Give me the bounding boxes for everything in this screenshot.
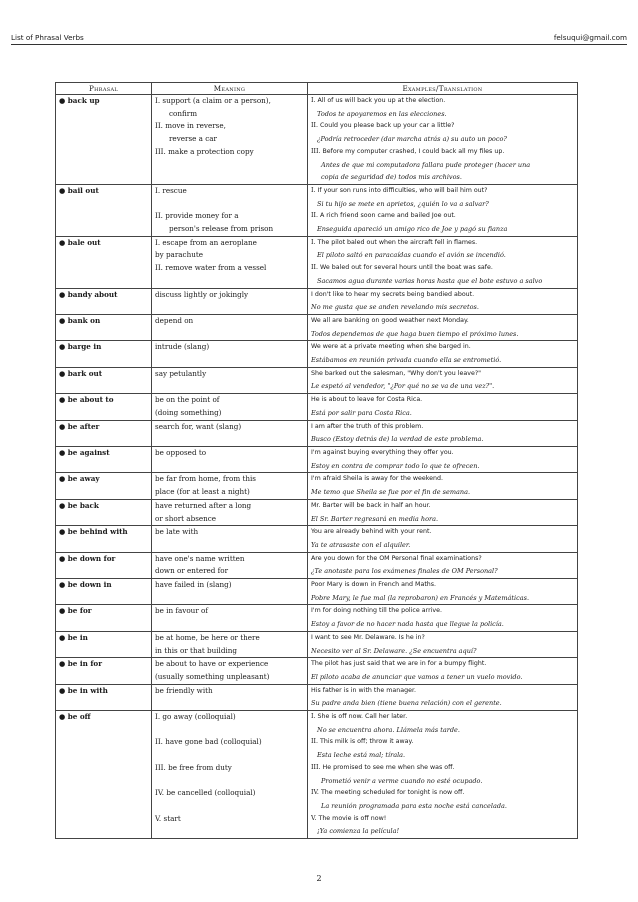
example-text: Poor Mary is down in French and Maths. [311,581,437,589]
meaning-text: rescue [162,185,187,195]
meaning-text: start [163,813,181,823]
meaning-numeral: II. [155,737,163,747]
translation-line: ¿Te anotaste para los exámenes finales de OM Personal? [311,567,498,576]
meaning-line [155,447,304,460]
translation-line: Le espetó al vendedor, "¿Por qué no se va de una vez?". [311,382,495,391]
translation-line: El piloto saltó en paracaídas cuando el avión se incendió. [317,251,506,260]
meaning-text: intrude (slang) [155,342,210,352]
example-line [311,185,574,198]
phrasal-cell [56,526,152,552]
example-numeral: I. [311,186,316,194]
translation-line: El Sr. Barter regresará en media hora. [311,514,439,523]
meaning-line [155,146,304,159]
meaning-line [155,95,304,108]
table-row [56,95,578,185]
meaning-numeral: I. [155,237,161,247]
example-text: A rich friend soon came and bailed Joe out. [320,212,456,220]
header-rule [11,44,627,45]
header-title: List of Phrasal Verbs [11,33,84,42]
example-line [311,447,574,460]
meaning-line [155,762,304,775]
example-text: I want to see Mr. Delaware. Is he in? [311,633,425,641]
phrasal-verb: ● be in with [59,685,108,695]
example-line [311,473,574,486]
translation-line: No se encuentra ahora. Llámela más tarde. [317,725,460,734]
meaning-text: provide money for a [165,211,239,221]
meaning-cell [152,367,308,393]
meaning-line [155,473,304,486]
meaning-numeral: I. [155,96,161,105]
phrasal-cell [56,236,152,288]
example-text: She is off now. Call her later. [317,713,408,721]
translation-line: Está por salir para Costa Rica. [311,408,412,417]
spacer [155,775,304,788]
example-line [311,120,574,133]
meaning-line [155,565,304,578]
meaning-numeral: I. [155,712,161,722]
example-line [311,526,574,539]
example-line [311,262,574,275]
example-numeral: I. [311,713,316,721]
table-row [56,579,578,605]
example-line [311,762,574,775]
table-row [56,499,578,525]
meaning-text: say petulantly [155,368,207,378]
phrasal-cell [56,314,152,340]
meaning-text: move in reverse, [165,121,226,131]
phrasal-cell [56,95,152,185]
meaning-line [155,787,304,800]
example-numeral: I. [311,97,316,104]
example-line [311,237,574,250]
translation-line: Pobre Mary, le fue mal (la reprobaron) en Francés y Matemáticas. [311,593,530,602]
page-number: 2 [316,874,322,883]
meaning-text: have one's name written [155,553,245,563]
example-line [311,579,574,592]
meaning-line [155,658,304,671]
table-row [56,605,578,631]
meaning-line [155,579,304,592]
examples-cell [308,631,578,657]
meaning-cell [152,314,308,340]
translation-line: Me temo que Sheila se fue por el fin de semana. [311,488,471,497]
meaning-cell [152,394,308,420]
meaning-line [155,262,304,275]
meaning-cell [152,499,308,525]
example-numeral: II. [311,212,318,220]
meaning-text: in this or that building [155,645,237,655]
meaning-line [155,185,304,198]
translation-line: La reunión programada para esta noche está cancelada. [321,801,507,810]
example-text: The pilot has just said that we are in for a bumpy flight. [311,660,487,668]
phrasal-cell [56,684,152,710]
example-text: He is about to leave for Costa Rica. [311,396,423,404]
phrasal-verb: ● back up [59,96,100,105]
table-row [56,367,578,393]
meaning-line [155,108,304,121]
translation-line: Todos te apoyaremos en las elecciones. [317,109,447,118]
column-header-meaning: Meaning [152,83,308,95]
meaning-numeral: I. [155,185,161,195]
meaning-cell [152,711,308,839]
meaning-numeral: IV. [155,788,165,798]
header-email: felsuqui@gmail.com [553,33,627,42]
table-row [56,526,578,552]
meaning-line [155,671,304,684]
meaning-text: place (for at least a night) [155,487,250,497]
table-row [56,658,578,684]
phrasal-verb: ● be off [59,712,91,722]
meaning-line [155,513,304,526]
meaning-text: support (a claim or a person), [162,96,271,105]
meaning-text: be in favour of [155,606,209,616]
meaning-text: person's release from prison [169,224,274,234]
meaning-text: be opposed to [155,447,207,457]
example-line [311,289,574,302]
example-line [311,632,574,645]
meaning-line [155,394,304,407]
meaning-text: be about to have or experience [155,659,269,669]
meaning-text: be late with [155,527,199,537]
example-numeral: I. [311,238,316,246]
examples-cell [308,552,578,578]
meaning-text: by parachute [155,250,203,260]
phrasal-cell [56,605,152,631]
translation-line: Su padre anda bien (tiene buena relación) con el gerente. [311,699,502,708]
translation-line: copia de seguridad de) todos mis archivos. [321,173,462,182]
example-line [311,315,574,328]
spacer [155,724,304,737]
example-text: I'm afraid Sheila is away for the weekend. [311,475,444,483]
example-text: I'm against buying everything they offer you. [311,448,454,456]
phrasal-verb: ● barge in [59,342,102,352]
column-header-examples: Examples/Translation [308,83,578,95]
example-line [311,500,574,513]
meaning-cell [152,341,308,367]
table-row [56,341,578,367]
phrasal-cell [56,631,152,657]
meaning-text: go away (colloquial) [162,712,236,722]
phrasal-verb: ● bandy about [59,289,118,299]
example-numeral: IV. [311,789,319,797]
example-text: I don't like to hear my secrets being bandied about. [311,290,475,298]
meaning-line [155,223,304,236]
meaning-cell [152,552,308,578]
meaning-text: (doing something) [155,407,222,417]
meaning-text: escape from an aeroplane [162,237,257,247]
example-numeral: V. [311,814,317,822]
meaning-text: or short absence [155,513,217,523]
meaning-text: be at home, be here or there [155,632,260,642]
spacer [155,800,304,813]
meaning-numeral: II. [155,263,163,273]
examples-cell [308,684,578,710]
example-line [311,685,574,698]
spacer [155,749,304,762]
meaning-numeral: III. [155,762,166,772]
example-numeral: III. [311,147,321,155]
phrasal-cell [56,711,152,839]
example-numeral: II. [311,122,318,130]
examples-cell [308,711,578,839]
table-row [56,552,578,578]
meaning-text: down or entered for [155,566,229,576]
meaning-line [155,341,304,354]
example-text: This milk is off; throw it away. [320,738,414,746]
meaning-text: have returned after a long [155,500,252,510]
example-line [311,210,574,223]
examples-cell [308,288,578,314]
example-text: Could you please back up your car a little? [320,122,455,130]
meaning-numeral: V. [155,813,162,823]
translation-line: Necesito ver al Sr. Delaware. ¿Se encuentra aquí? [311,646,477,655]
examples-cell [308,526,578,552]
meaning-line [155,315,304,328]
table-row [56,446,578,472]
examples-cell [308,420,578,446]
meaning-line [155,711,304,724]
translation-line: Estoy a favor de no hacer nada hasta que llegue la policía. [311,620,504,629]
examples-cell [308,367,578,393]
meaning-text: confirm [169,108,198,118]
meaning-line [155,407,304,420]
meaning-line [155,421,304,434]
phrasal-cell [56,420,152,446]
phrasal-cell [56,367,152,393]
meaning-numeral: III. [155,146,166,156]
meaning-cell [152,446,308,472]
phrasal-cell [56,499,152,525]
example-text: He promised to see me when she was off. [322,763,455,771]
meaning-text: be on the point of [155,395,220,405]
example-numeral: II. [311,738,318,746]
translation-line: No me gusta que se anden revelando mis secretos. [311,303,479,312]
example-text: The meeting scheduled for tonight is now off. [320,789,465,797]
phrasal-cell [56,473,152,499]
meaning-line [155,813,304,826]
table-row [56,684,578,710]
table-header-row [56,83,578,95]
table-row [56,711,578,839]
meaning-line [155,526,304,539]
meaning-cell [152,95,308,185]
meaning-cell [152,631,308,657]
phrasal-verb: ● be against [59,447,110,457]
example-text: Before my computer crashed, I could back all my files up. [322,147,505,155]
meaning-line [155,289,304,302]
example-text: If your son runs into difficulties, who will bail him out? [317,186,488,194]
phrasal-cell [56,446,152,472]
examples-cell [308,499,578,525]
phrasal-verb: ● be down in [59,580,112,590]
meaning-line [155,368,304,381]
examples-cell [308,579,578,605]
translation-line: ¡Ya comienza la película! [317,827,400,836]
table-row [56,184,578,236]
phrasal-verb: ● be behind with [59,527,128,537]
example-text: His father is in with the manager. [311,686,416,694]
example-text: I'm for doing nothing till the police arrive. [311,607,443,615]
meaning-text: (usually something unpleasant) [155,671,270,681]
example-text: We all are banking on good weather next Monday. [311,316,469,324]
example-line [311,736,574,749]
meaning-line [155,486,304,499]
meaning-line [155,645,304,658]
example-text: Are you down for the OM Personal final examinations? [311,554,482,562]
phrasal-cell [56,658,152,684]
meaning-cell [152,420,308,446]
meaning-text: discuss lightly or jokingly [155,289,249,299]
phrasal-cell [56,552,152,578]
example-line [311,95,574,108]
meaning-numeral: II. [155,211,163,221]
translation-line: Todos dependemos de que haga buen tiempo el próximo lunes. [311,329,519,338]
translation-line: Busco (Estoy detrás de) la verdad de este problema. [311,435,484,444]
phrasal-verb: ● bail out [59,185,99,195]
meaning-line [155,685,304,698]
meaning-text: depend on [155,315,194,325]
meaning-line [155,500,304,513]
meaning-cell [152,579,308,605]
meaning-text: have failed in (slang) [155,580,232,590]
phrasal-verb: ● bale out [59,237,101,247]
meaning-cell [152,288,308,314]
examples-cell [308,394,578,420]
meaning-text: remove water from a vessel [165,263,267,273]
phrasal-cell [56,184,152,236]
translation-line: Enseguida apareció un amigo rico de Joe y pagó su fianza [317,225,508,234]
meaning-line [155,605,304,618]
phrasal-verb: ● be for [59,606,92,616]
example-text: I am after the truth of this problem. [311,422,424,430]
example-line [311,787,574,800]
meaning-line [155,632,304,645]
meaning-text: have gone bad (colloquial) [165,737,262,747]
phrasal-verb: ● bark out [59,368,103,378]
example-text: The movie is off now! [318,814,387,822]
meaning-line [155,553,304,566]
meaning-line [155,133,304,146]
example-line [311,605,574,618]
meaning-line [155,736,304,749]
phrasal-verb: ● be in [59,632,88,642]
meaning-text: be friendly with [155,685,213,695]
phrasal-cell [56,341,152,367]
examples-cell [308,95,578,185]
meaning-text: be free from duty [168,762,232,772]
example-line [311,553,574,566]
meaning-text: make a protection copy [168,146,254,156]
meaning-cell [152,184,308,236]
translation-line: ¿Podría retroceder (dar marcha atrás a) su auto un poco? [317,135,507,144]
spacer [155,198,304,211]
example-text: You are already behind with your rent. [311,528,432,536]
meaning-text: be cancelled (colloquial) [166,788,256,798]
translation-line: Ya te atrasaste con el alquiler. [311,540,411,549]
phrasal-verb: ● be back [59,500,99,510]
phrasal-verb: ● be about to [59,395,114,405]
translation-line: Estábamos en reunión privada cuando ella se entrometió. [311,356,502,365]
example-line [311,368,574,381]
example-line [311,394,574,407]
phrasal-verbs-table [55,82,578,839]
translation-line: El piloto acaba de anunciar que vamos a tener un vuelo movido. [311,672,523,681]
translation-line: Esta leche está mal; tírala. [317,751,406,760]
meaning-text: search for, want (slang) [155,421,242,431]
meaning-cell [152,684,308,710]
example-text: The pilot baled out when the aircraft fell in flames. [317,238,478,246]
example-line [311,658,574,671]
phrasal-verb: ● be in for [59,659,103,669]
meaning-line [155,120,304,133]
meaning-cell [152,658,308,684]
meaning-line [155,210,304,223]
table-row [56,420,578,446]
translation-line: Antes de que mi computadora fallara pude proteger (hacer una [321,160,531,169]
table-row [56,314,578,340]
translation-line: Si tu hijo se mete en aprietos, ¿quién lo va a salvar? [317,199,489,208]
table-row [56,288,578,314]
examples-cell [308,658,578,684]
meaning-cell [152,473,308,499]
meaning-text: be far from home, from this [155,474,256,484]
examples-cell [308,236,578,288]
meaning-line [155,249,304,262]
phrasal-verb: ● be after [59,421,100,431]
meaning-cell [152,236,308,288]
column-header-phrasal: Phrasal [56,83,152,95]
table-row [56,473,578,499]
examples-cell [308,341,578,367]
phrasal-verb: ● be down for [59,553,116,563]
example-numeral: III. [311,763,321,771]
phrasal-cell [56,579,152,605]
meaning-cell [152,605,308,631]
example-text: She barked out the salesman, "Why don't you leave?" [311,369,482,377]
example-text: We were at a private meeting when she barged in. [311,343,471,351]
examples-cell [308,184,578,236]
phrasal-verb: ● bank on [59,315,101,325]
example-text: We baled out for several hours until the boat was safe. [320,264,493,272]
translation-line: Prometió venir a verme cuando no esté ocupado. [321,776,483,785]
meaning-text: reverse a car [169,134,217,144]
example-line [311,711,574,724]
meaning-line [155,237,304,250]
phrasal-cell [56,288,152,314]
examples-cell [308,605,578,631]
table-row [56,631,578,657]
example-line [311,421,574,434]
phrasal-cell [56,394,152,420]
examples-cell [308,446,578,472]
examples-cell [308,473,578,499]
examples-cell [308,314,578,340]
example-line [311,146,574,159]
example-line [311,813,574,826]
meaning-cell [152,526,308,552]
table-row [56,236,578,288]
example-numeral: II. [311,264,318,272]
example-line [311,341,574,354]
meaning-numeral: II. [155,121,163,131]
phrasal-verb: ● be away [59,474,100,484]
table-row [56,394,578,420]
translation-line: Estoy en contra de comprar todo lo que te ofrecen. [311,461,480,470]
example-text: All of us will back you up at the election. [317,97,446,104]
example-text: Mr. Barter will be back in half an hour. [311,501,431,509]
translation-line: Sacamos agua durante varias horas hasta que el bote estuvo a salvo [317,276,543,285]
